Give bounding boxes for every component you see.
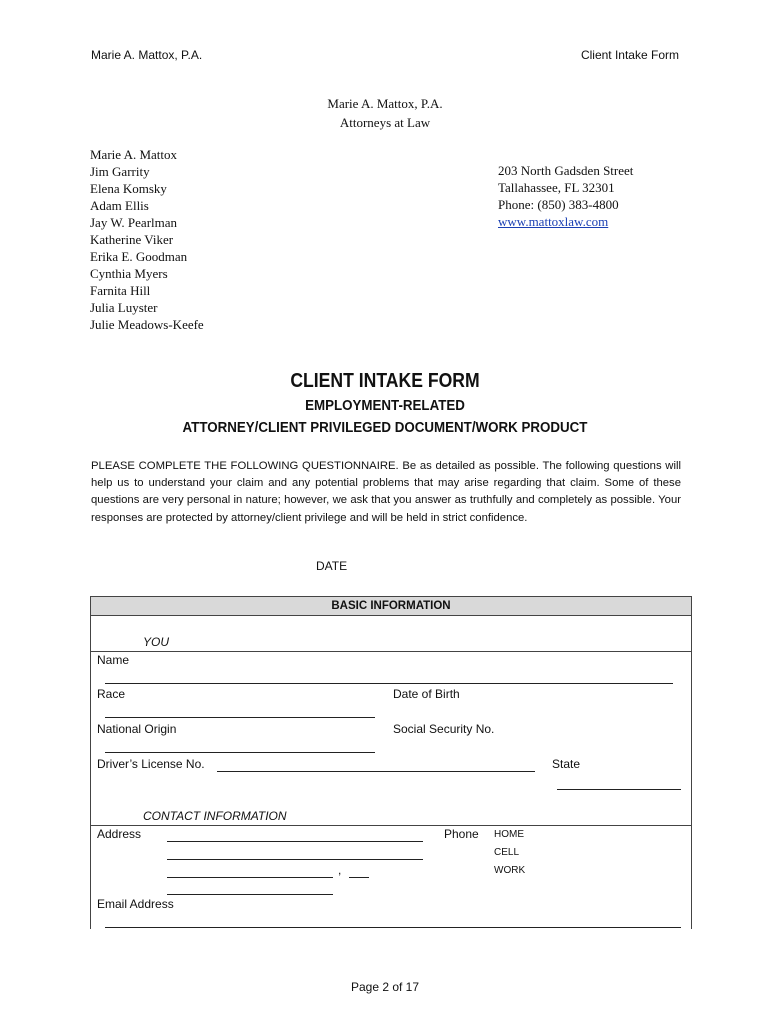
email-field[interactable]	[105, 927, 681, 928]
address-label: Address	[97, 827, 142, 841]
state-label: State	[552, 757, 581, 771]
firm-name: Marie A. Mattox, P.A.	[327, 96, 443, 111]
attorney-name: Jim Garrity	[90, 164, 150, 179]
date-label: DATE	[316, 559, 348, 573]
you-subheading: YOU	[143, 635, 170, 649]
race-field[interactable]	[105, 717, 375, 718]
basic-information-section	[90, 596, 692, 929]
attorney-name: Julie Meadows-Keefe	[90, 317, 204, 332]
drivers-license-field[interactable]	[217, 771, 535, 772]
race-label: Race	[97, 687, 126, 701]
attorney-name: Erika E. Goodman	[90, 249, 188, 264]
running-header-right: Client Intake Form	[580, 48, 679, 62]
privilege-notice: ATTORNEY/CLIENT PRIVILEGED DOCUMENT/WORK PRODUCT	[182, 420, 588, 436]
national-origin-label: National Origin	[97, 722, 177, 736]
phone-cell-label: CELL	[494, 847, 520, 858]
attorney-name: Jay W. Pearlman	[90, 215, 178, 230]
address-line-1-field[interactable]	[167, 841, 423, 842]
address-street: 203 North Gadsden Street	[498, 163, 634, 178]
city-field[interactable]	[167, 877, 333, 878]
attorney-name: Elena Komsky	[90, 181, 167, 196]
section-header: BASIC INFORMATION	[91, 597, 691, 616]
address-line-2-field[interactable]	[167, 859, 423, 860]
firm-tagline: Attorneys at Law	[339, 115, 431, 130]
phone-label: Phone	[444, 827, 479, 841]
row-divider	[91, 825, 691, 826]
name-field[interactable]	[105, 683, 673, 684]
contact-subheading: CONTACT INFORMATION	[143, 809, 287, 823]
state-abbrev-field[interactable]	[349, 877, 369, 878]
attorney-name: Marie A. Mattox	[90, 147, 178, 162]
state-field[interactable]	[557, 789, 681, 790]
intro-paragraph: PLEASE COMPLETE THE FOLLOWING QUESTIONNAIRE. Be as detailed as possible. The following questions will help us to understand your claim and any potential problems that may arise regarding that claim. Some of these questions are very personal in nature; however, we ask that you answer as truthfully and completely as possible. Your responses are protected by attorney/client privilege and will be held in strict confidence.	[91, 460, 681, 524]
firm-address	[498, 162, 633, 230]
attorney-name: Katherine Viker	[90, 232, 174, 247]
phone-home-label: HOME	[494, 829, 524, 840]
address-city: Tallahassee, FL 32301	[498, 180, 615, 195]
attorney-name: Adam Ellis	[90, 198, 149, 213]
row-divider	[91, 651, 691, 652]
website-link[interactable]: www.mattoxlaw.com	[498, 214, 609, 229]
national-origin-field[interactable]	[105, 752, 375, 753]
phone-work-label: WORK	[494, 865, 526, 876]
attorney-name: Julia Luyster	[90, 300, 158, 315]
firm-block	[0, 94, 770, 132]
drivers-license-label: Driver’s License No.	[97, 757, 205, 771]
email-label: Email Address	[97, 897, 174, 911]
attorney-name: Farnita Hill	[90, 283, 151, 298]
dob-label: Date of Birth	[393, 687, 460, 701]
ssn-label: Social Security No.	[393, 722, 495, 736]
running-header-left: Marie A. Mattox, P.A.	[91, 48, 203, 62]
address-phone: Phone: (850) 383-4800	[498, 197, 619, 212]
city-state-separator: ,	[338, 863, 342, 877]
attorney-name: Cynthia Myers	[90, 266, 168, 281]
attorney-list	[90, 146, 204, 333]
form-subtitle: EMPLOYMENT-RELATED	[305, 398, 465, 414]
form-title: CLIENT INTAKE FORM	[290, 370, 480, 392]
zip-field[interactable]	[167, 894, 333, 895]
name-label: Name	[97, 653, 130, 667]
page-number: Page 2 of 17	[350, 980, 420, 994]
